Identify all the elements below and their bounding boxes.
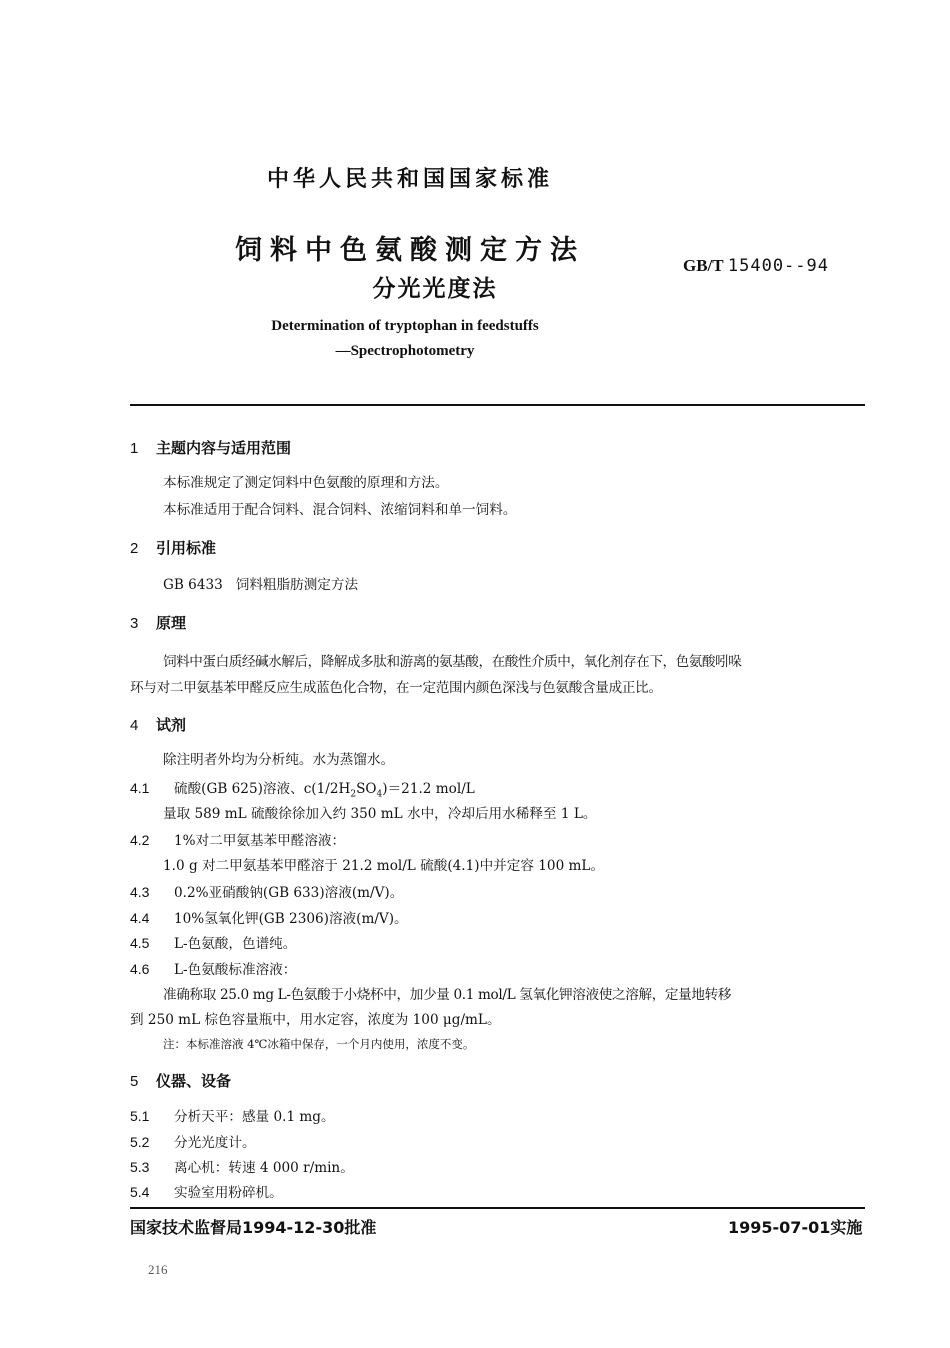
paragraph: 准确称取 25.0 mg L-色氨酸于小烧杯中，加少量 0.1 mol/L 氢氧化钾溶液使之溶解，定量地转移 [163,987,732,1003]
item-number: 4.2 [130,832,150,848]
approval-date: 国家技术监督局1994-12-30批准 [130,1218,377,1237]
paragraph: 到 250 mL 棕色容量瓶中，用水定容，浓度为 100 μg/mL。 [130,1012,501,1028]
item-number: 4.4 [130,910,150,926]
paragraph: 量取 589 mL 硫酸徐徐加入约 350 mL 水中，冷却后用水稀释至 1 L。 [163,806,597,822]
item-text: 离心机：转速 4 000 r/min。 [174,1160,354,1176]
section-number: 5 [130,1073,139,1090]
item-number: 4.3 [130,884,150,900]
reagent-item-4-2 [130,830,345,851]
item-number: 4.1 [130,780,150,796]
section-title: 试剂 [156,716,187,734]
section-number: 4 [130,717,139,734]
english-subtitle: —Spectrophotometry [335,343,475,359]
paragraph: 除注明者外均为分析纯。水为蒸馏水。 [163,752,395,768]
section-title: 仪器、设备 [156,1072,232,1090]
equipment-item-5-2 [130,1132,256,1153]
item-text: 1%对二甲氨基苯甲醛溶液： [174,833,346,849]
reagent-item-4-6 [130,959,296,980]
item-number: 4.5 [130,935,150,951]
reagent-item-4-4 [130,908,408,929]
paragraph: 1.0 g 对二甲氨基苯甲醛溶于 21.2 mol/L 硫酸(4.1)中并定容 100 mL。 [163,858,605,874]
section-4-heading [130,714,186,735]
reagent-item-4-1 [130,778,475,805]
item-text: 分光光度计。 [174,1135,256,1151]
item-text: 实验室用粉碎机。 [174,1185,283,1201]
document-title: 饲料中色氨酸测定方法 [235,235,585,266]
footer-divider [130,1207,865,1209]
paragraph: 饲料中蛋白质经碱水解后，降解成多肽和游离的氨基酸，在酸性介质中，氧化剂存在下，色氨酸吲哚 [163,654,742,670]
standard-number [683,256,829,276]
header-divider [130,404,865,406]
item-text: 0.2%亚硝酸钠(GB 633)溶液(m/V)。 [174,885,404,901]
english-title: Determination of tryptophan in feedstuffs [271,318,539,334]
reagent-item-4-3 [130,882,403,903]
equipment-item-5-3 [130,1157,354,1178]
item-text: 硫酸(GB 625)溶液、$c(1/2H_2SO_4)=21.2$ mol/L [174,781,475,800]
section-1-heading [130,437,291,458]
section-number: 3 [130,615,139,632]
item-text: 分析天平：感量 0.1 mg。 [174,1109,335,1125]
section-title: 主题内容与适用范围 [156,439,292,457]
paragraph: 本标准适用于配合饲料、混合饲料、浓缩饲料和单一饲料。 [163,502,517,518]
effective-date: 1995-07-01实施 [728,1218,863,1237]
section-5-heading [130,1070,231,1091]
reagent-item-4-5 [130,933,296,954]
equipment-item-5-4 [130,1182,283,1203]
issuing-body-heading: 中华人民共和国国家标准 [266,167,553,192]
paragraph: 环与对二甲氨基苯甲醛反应生成蓝色化合物，在一定范围内颜色深浅与色氨酸含量成正比。 [130,680,662,696]
page-number: 216 [148,1262,168,1277]
note: 注：本标准溶液 4℃冰箱中保存，一个月内使用，浓度不变。 [163,1037,475,1051]
item-number: 5.2 [130,1134,150,1150]
item-text: 10%氢氧化钾(GB 2306)溶液(m/V)。 [174,911,408,927]
standard-prefix: GB/T [683,256,724,275]
item-number: 5.4 [130,1184,150,1200]
equipment-item-5-1 [130,1106,335,1127]
item-number: 5.3 [130,1159,150,1175]
section-title: 引用标准 [156,539,217,557]
item-number: 5.1 [130,1108,150,1124]
section-number: 2 [130,540,139,557]
section-2-heading [130,537,216,558]
section-title: 原理 [156,614,187,632]
section-number: 1 [130,440,139,457]
document-subtitle: 分光光度法 [372,276,498,302]
item-number: 4.6 [130,961,150,977]
item-text: L-色氨酸标准溶液： [174,962,297,978]
standard-code: 15400--94 [727,256,829,276]
section-3-heading [130,612,186,633]
reference-standard: GB 6433 饲料粗脂肪测定方法 [163,577,359,593]
item-text: L-色氨酸，色谱纯。 [174,936,297,952]
paragraph: 本标准规定了测定饲料中色氨酸的原理和方法。 [163,475,449,491]
